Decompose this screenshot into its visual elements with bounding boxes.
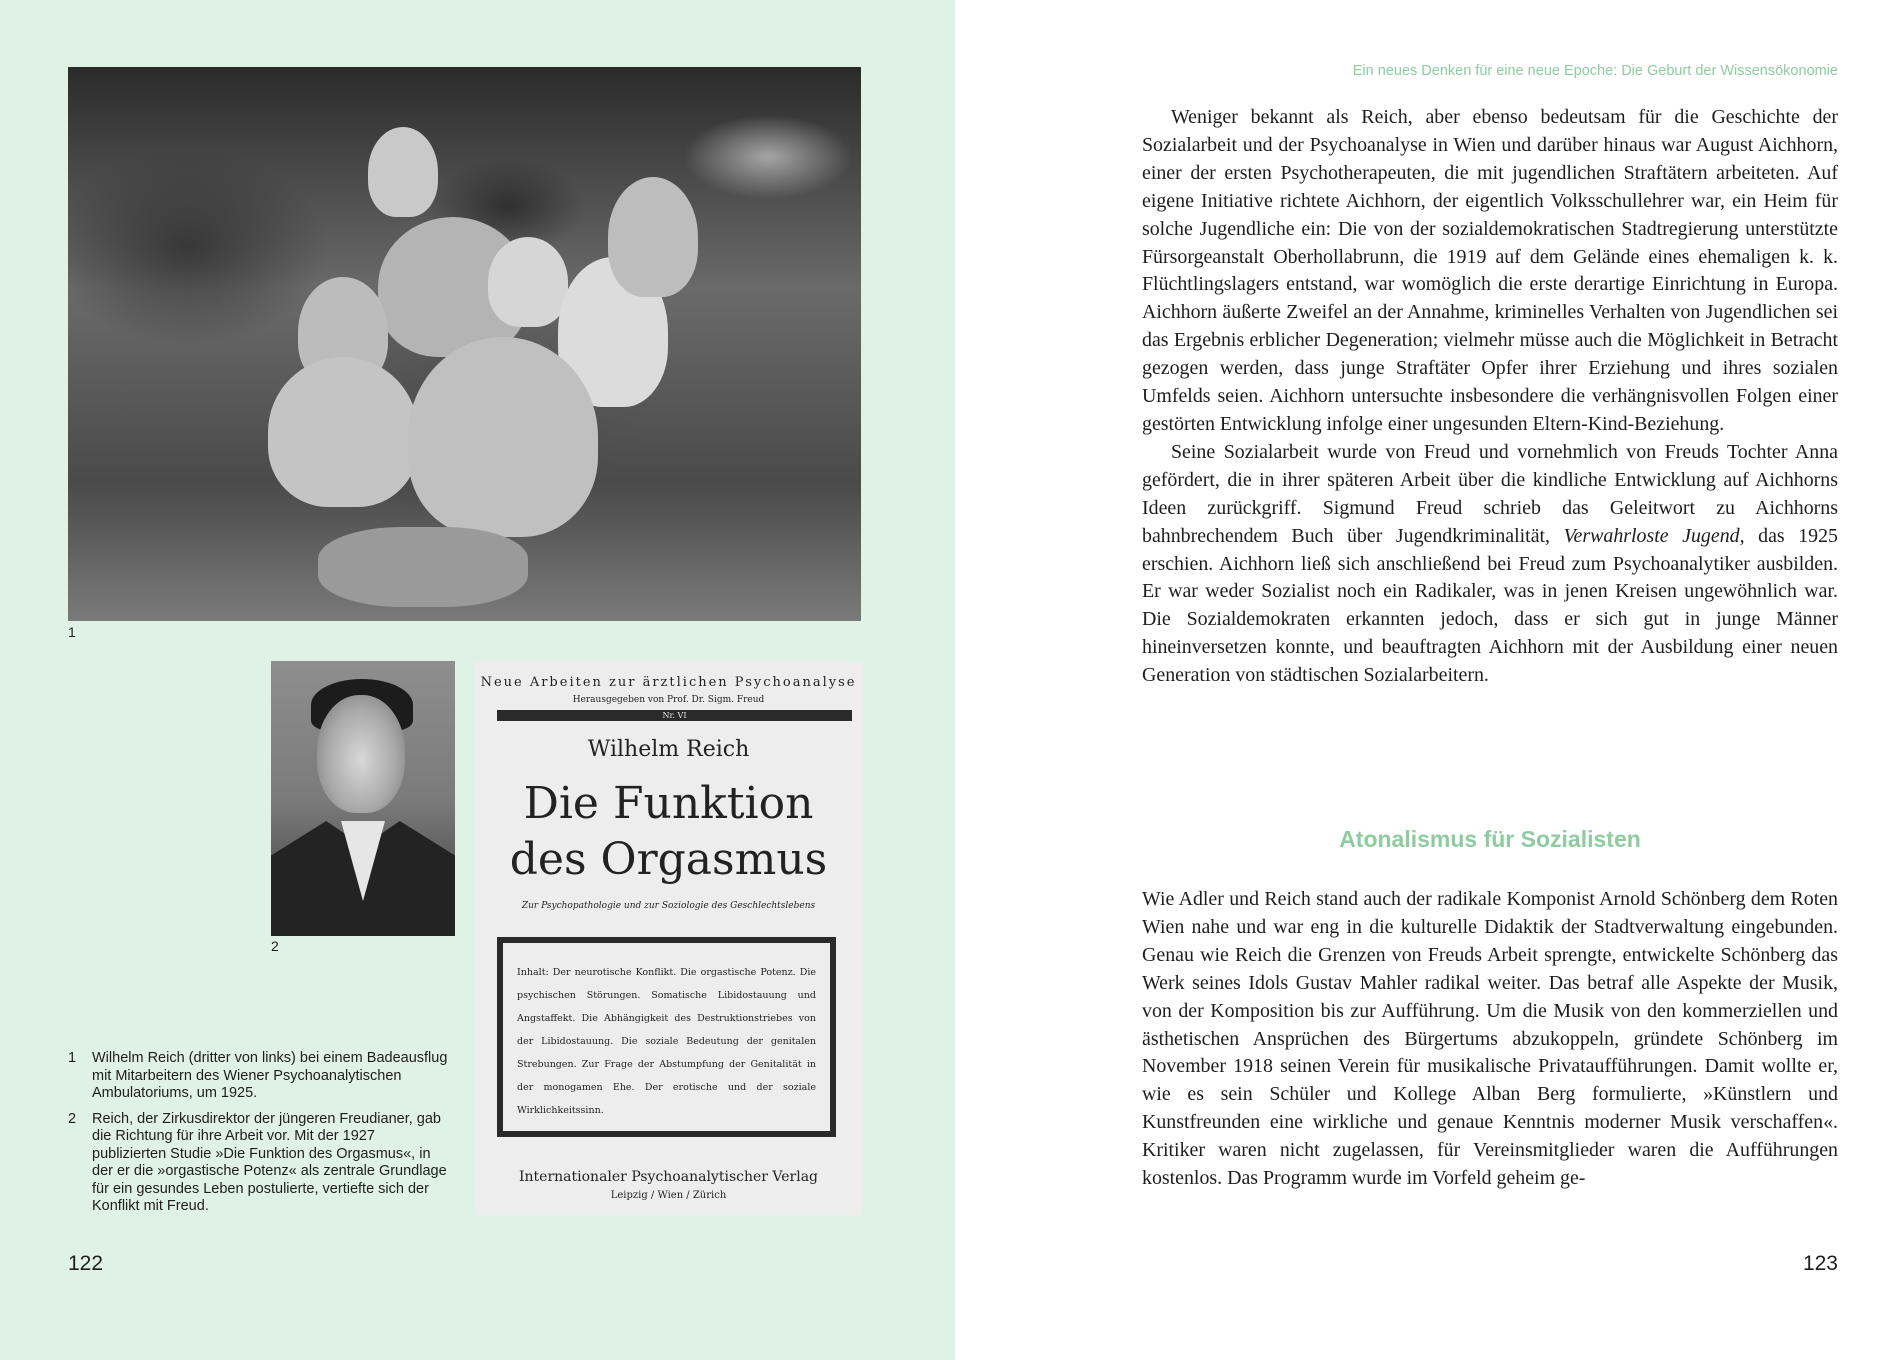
caption-text: Reich, der Zirkusdirektor der jüngeren Freudianer, gab die Richtung für ihre Arbeit vor. Mit der 1927 publizierten Studie »Die Funktion des Orgasmus«, in der er die »orgastische Potenz« als zentrale Grundlage für ein gesundes Leben postulierte, vertiefte sich der Konflikt mit Freud. [92,1110,447,1214]
running-head: Ein neues Denken für eine neue Epoche: Die Geburt der Wissensökonomie [1352,63,1838,79]
paragraph [1142,439,1838,690]
cover-series: Neue Arbeiten zur ärztlichen Psychoanalyse [480,675,857,690]
cover-volume: Nr. VI [497,710,852,721]
photo-dog [318,527,528,607]
cover-editor: Herausgegeben von Prof. Dr. Sigm. Freud [572,695,765,705]
caption-number: 2 [68,1110,77,1127]
right-page [955,0,1904,1360]
caption-text: Wilhelm Reich (dritter von links) bei einem Badeausflug mit Mitarbeitern des Wiener Psychoanalytischen Ambulatoriums, um 1925. [92,1050,448,1101]
paragraph: Weniger bekannt als Reich, aber ebenso bedeutsam für die Geschichte der Sozialarbeit und der Psychoanalyse in Wien und darüber hinaus war August Aichhorn, einer der ersten Psychotherapeuten, die mit jugendlichen Straftätern arbeiteten. Auf eigene Initiative richtete Aichhorn, der eigentlich Volksschullehrer war, ein Heim für solche Jugendliche ein: Die von der sozialdemokratischen Stadtregierung unterstützte Fürsorgeanstalt Oberhollabrunn, die 1919 auf dem Gelände eines ehemaligen k. k. Flüchtlingslagers entstand, war womöglich die erste derartige Einrichtung in Europa. Aichhorn äußerte Zweifel an der Annahme, kriminelles Verhalten von Jugendlichen sei das Ergebnis erblicher Degeneration; vielmehr müsse auch die Möglichkeit in Betracht gezogen werden, dass junge Straftäter Opfer ihrer Erziehung und ihres sozialen Umfelds seien. Aichhorn untersuchte insbesondere die verhängnisvollen Folgen einer gestörten Entwicklung infolge einer ungesunden Eltern-Kind-Beziehung. [1142,106,1838,435]
caption-1 [68,1050,448,1103]
captions [68,1050,448,1224]
cover-place: Leipzig / Wien / Zürich [610,1190,727,1201]
body-text-bottom [1142,886,1838,1193]
cover-contents: Inhalt: Der neurotische Konflikt. Die orgastische Potenz. Die psychischen Störungen. Somatische Libidostauung und Angstaffekt. Die Abhängigkeit des Destruktionstriebes von der Libidostauung. Die soziale Bedeutung der genitalen Strebungen. Zur Frage der Abstumpfung der Genitalität in der monogamen Ehe. Der erotische und der soziale Wirklichkeitssinn. [497,937,836,1137]
photo-figure [368,127,438,217]
portrait-face [317,695,405,813]
book-title: Verwahrloste Jugend [1563,524,1740,547]
body-text-top [1142,104,1838,690]
group-photo [68,67,861,621]
cover-title [475,776,862,888]
paragraph-text: Seine Sozialarbeit wurde von Freud und vornehmlich von Freuds Tochter Anna gefördert, die in ihrer späteren Arbeit über die kindliche Entwicklung auf Aichhorns Ideen zurückgriff. Sigmund Freud schrieb das Geleitwort zu Aichhorns bahnbrechendem Buch über Jugendkriminalität, [1142,440,1838,547]
cover-title-line1: Die Funktion [523,778,814,829]
page-number-right: 123 [1802,1252,1838,1275]
cover-author: Wilhelm Reich [587,737,750,762]
portrait-photo [271,661,455,936]
cover-publisher: Internationaler Psychoanalytischer Verlag [519,1169,818,1185]
paragraph: Wie Adler und Reich stand auch der radikale Komponist Arnold Schönberg dem Roten Wien nahe und war eng in die kulturelle Didaktik der Stadtverwaltung eingebunden. Genau wie Reich die Grenzen von Freuds Arbeit sprengte, entwickelte Schönberg das Werk seines Idols Gustav Mahler radikal weiter. Das betraf alle Aspekte der Musik, von der Komposition bis zur Aufführung. Um die Musik von den kommerziellen und ästhetischen Ansprüchen des Bürgertums abzukoppeln, gründete Schönberg im November 1918 seinen Verein für musikalische Privataufführungen. Damit wollte er, wie es sein Schüler und Kollege Alban Berg formulierte, »Künstlern und Kunstfreunden eine wirkliche und genaue Kenntnis moderner Musik verschaffen«. Kritiker waren nicht zugelassen, für Vereinsmitglieder waren die Aufführungen kostenlos. Das Programm wurde im Vorfeld geheim ge- [1142,888,1838,1190]
book-cover [475,661,862,1215]
section-heading: Atonalismus für Sozialisten [1339,826,1641,852]
cover-title-line2: des Orgasmus [509,834,828,885]
paragraph-text: , das 1925 erschien. Aichhorn ließ sich anschließend bei Freud zum Psychoanalytiker ausbilden. Er war weder Sozialist noch ein Radikaler, was in jenen Kreisen ungewöhnlich war. Die Sozialdemokraten erkannten jedoch, dass er sich gut in junge Männer hineinversetzen konnte, und beauftragten Aichhorn mit der Ausbildung einer neuen Generation von städtischen Sozialarbeitern. [1142,524,1839,687]
figure-1-number: 1 [68,624,76,640]
photo-figure [408,337,598,537]
caption-2 [68,1111,448,1216]
figure-2-number: 2 [271,938,279,954]
cover-subtitle: Zur Psychopathologie und zur Soziologie des Geschlechtslebens [521,901,816,911]
photo-figure [268,357,418,507]
photo-figure [608,177,698,297]
photo-figure [488,237,568,327]
caption-number: 1 [68,1050,77,1066]
page-number-left: 122 [68,1252,104,1275]
